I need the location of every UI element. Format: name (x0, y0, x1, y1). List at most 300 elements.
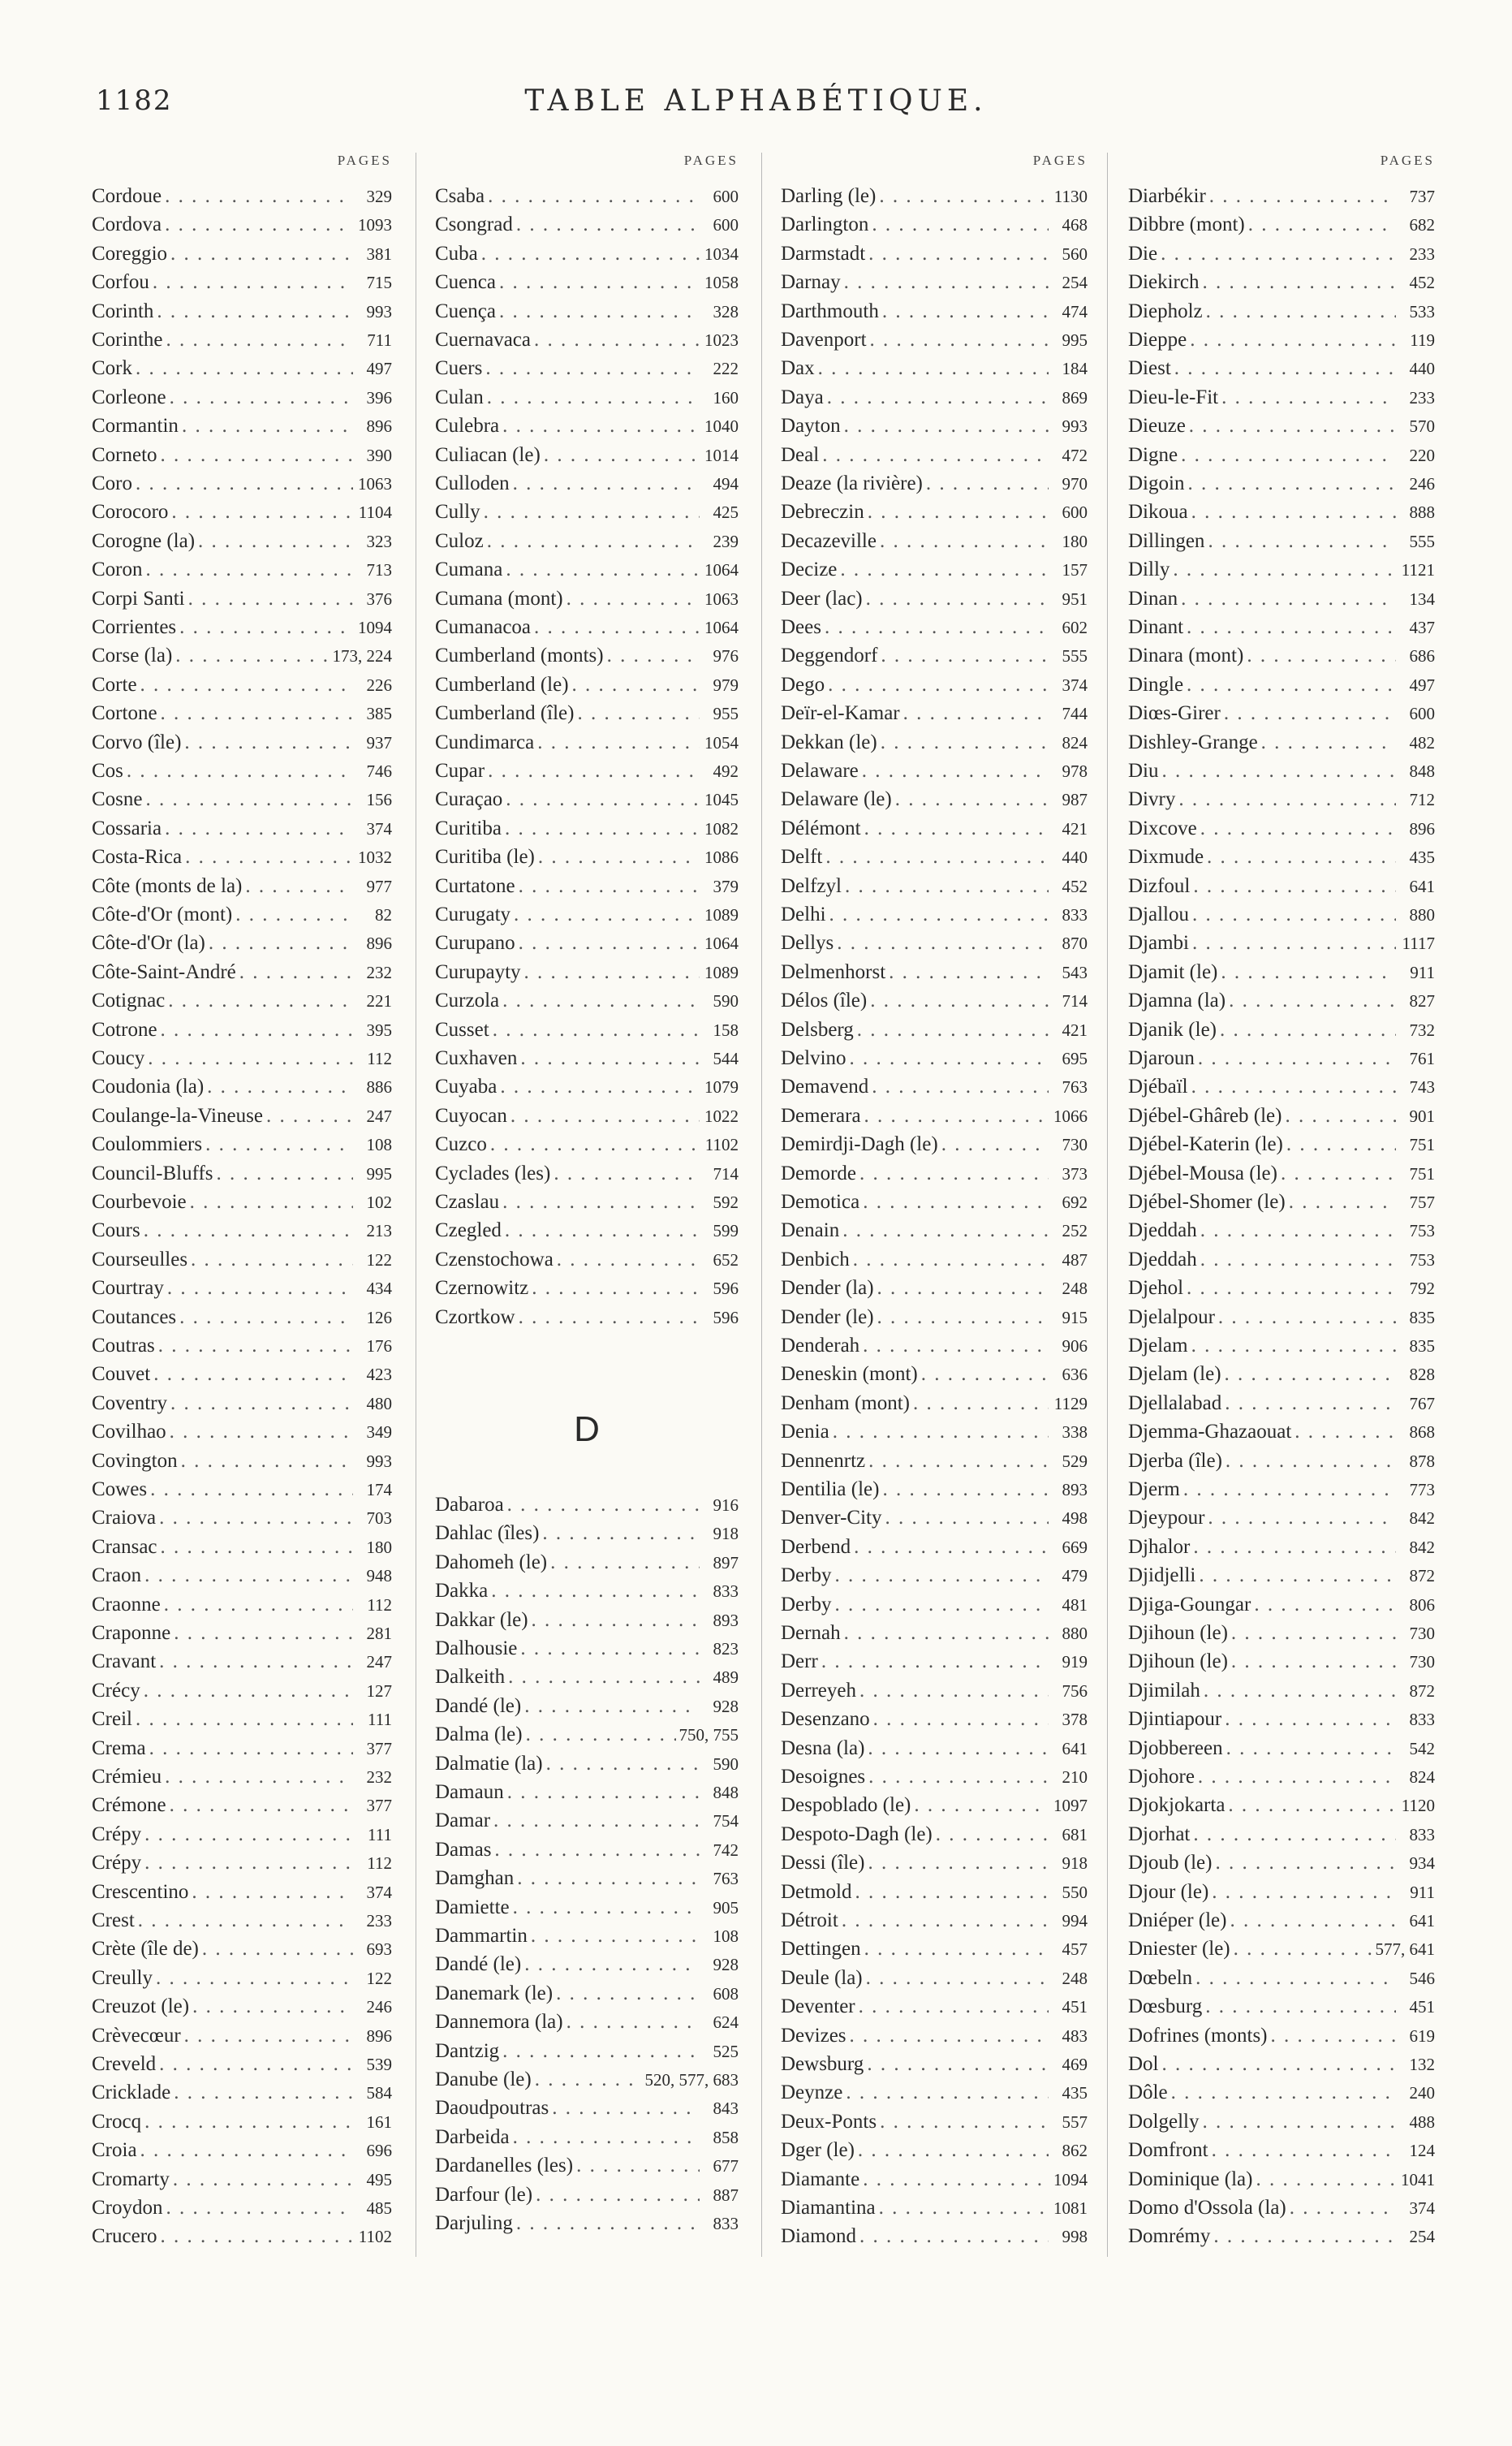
entry-page: 173, 224 (332, 646, 392, 667)
entry-page: 596 (713, 1307, 739, 1327)
leader-dots (868, 1849, 1049, 1878)
index-entry (1128, 958, 1435, 987)
index-entry (435, 2037, 739, 2066)
index-entry (1128, 1503, 1435, 1533)
leader-dots (858, 2136, 1049, 2165)
leader-dots (127, 757, 353, 786)
leader-dots (1208, 527, 1396, 556)
entry-term: Crocq (92, 2110, 142, 2133)
entry-term: Cossaria (92, 817, 162, 839)
entry-term: Dakka (435, 1580, 489, 1603)
entry-page: 1081 (1053, 2198, 1088, 2218)
entry-page: 425 (713, 503, 739, 523)
entry-page: 158 (713, 1020, 739, 1040)
index-entry (92, 1303, 392, 1332)
entry-page: 156 (366, 790, 392, 810)
entry-page: 1079 (704, 1077, 739, 1098)
entry-term: Cumana (mont) (435, 587, 563, 610)
index-entry (435, 2065, 739, 2094)
entry-page: 977 (366, 876, 392, 896)
index-entry (92, 268, 392, 297)
index-entry (1128, 1072, 1435, 1102)
leader-dots (209, 929, 353, 958)
index-entry (435, 2181, 739, 2210)
pages-column-label: PAGES (337, 153, 392, 168)
entry-page: 993 (366, 301, 392, 321)
leader-dots (266, 1102, 353, 1131)
index-entry (1128, 555, 1435, 585)
leader-dots (882, 297, 1049, 326)
entry-page: 1129 (1053, 1393, 1088, 1413)
entry-page: 792 (1409, 1279, 1435, 1299)
index-entry (1128, 498, 1435, 527)
index-entry (92, 1475, 392, 1504)
index-entry (1128, 585, 1435, 614)
entry-term: Djour (le) (1128, 1880, 1209, 1903)
entry-page: 390 (366, 445, 392, 465)
index-entry (435, 986, 739, 1016)
entry-page: 919 (1062, 1652, 1088, 1672)
entry-page: 374 (366, 1882, 392, 1902)
leader-dots (205, 1130, 353, 1159)
index-entry (781, 1130, 1088, 1159)
index-entry (435, 1577, 739, 1606)
leader-dots (136, 354, 353, 383)
entry-page: 833 (1409, 1710, 1435, 1730)
index-entry (1128, 2165, 1435, 2194)
entry-term: Courtray (92, 1277, 164, 1300)
index-entry (781, 1992, 1088, 2021)
entry-term: Cravant (92, 1650, 157, 1673)
index-entry (781, 1964, 1088, 1993)
leader-dots (868, 1734, 1049, 1763)
index-entry (92, 1820, 392, 1849)
entry-page: 753 (1409, 1221, 1435, 1241)
leader-dots (149, 1734, 353, 1763)
entry-term: Délémont (781, 817, 861, 839)
entry-page: 226 (366, 675, 392, 695)
entry-term: Despoblado (le) (781, 1794, 911, 1817)
index-entry (781, 785, 1088, 814)
leader-dots (822, 441, 1049, 470)
leader-dots (546, 1749, 700, 1779)
index-entry (781, 1734, 1088, 1763)
index-entry (92, 1791, 392, 1820)
column-divider (1107, 153, 1108, 2257)
leader-dots (1193, 872, 1396, 901)
leader-dots (502, 1188, 700, 1217)
entry-page: 132 (1409, 2055, 1435, 2074)
entry-page: 951 (1062, 589, 1088, 609)
entry-term: Dardanelles (les) (435, 2155, 574, 2177)
entry-term: Craiova (92, 1507, 157, 1529)
entry-page: 233 (1409, 387, 1435, 408)
entry-page: 180 (366, 1537, 392, 1557)
index-entry (435, 1216, 739, 1245)
entry-page: 252 (1062, 1221, 1088, 1241)
entry-term: Costa-Rica (92, 846, 183, 869)
leader-dots (140, 671, 353, 700)
entry-page: 539 (366, 2055, 392, 2074)
entry-term: Darmstadt (781, 242, 866, 265)
index-entry (781, 383, 1088, 412)
entry-term: Dahlac (îles) (435, 1522, 540, 1545)
leader-dots (1191, 498, 1396, 527)
leader-dots (166, 326, 354, 355)
entry-page: 479 (1062, 1566, 1088, 1586)
index-entry (1128, 699, 1435, 728)
leader-dots (895, 785, 1049, 814)
index-entry (435, 958, 739, 987)
entry-term: Decize (781, 559, 838, 581)
entry-term: Djébel-Ghâreb (le) (1128, 1104, 1282, 1127)
entry-page: 435 (1409, 848, 1435, 868)
entry-term: Derby (781, 1593, 832, 1616)
index-entry (435, 210, 739, 239)
index-entry (1128, 1705, 1435, 1734)
index-entry (1128, 1849, 1435, 1878)
entry-term: Danemark (le) (435, 1982, 554, 2004)
entry-page: 472 (1062, 445, 1088, 465)
index-entry (435, 1016, 739, 1045)
entry-page: 842 (1409, 1537, 1435, 1557)
leader-dots (1178, 785, 1396, 814)
leader-dots (491, 1577, 700, 1606)
index-entry (92, 555, 392, 585)
entry-page: 868 (1409, 1422, 1435, 1443)
leader-dots (168, 986, 353, 1016)
entry-page: 600 (1409, 704, 1435, 724)
index-entry (1128, 1130, 1435, 1159)
entry-term: Dalma (le) (435, 1723, 523, 1746)
entry-term: Denia (781, 1421, 829, 1443)
leader-dots (536, 2181, 700, 2210)
index-entry (92, 1102, 392, 1131)
entry-page: 497 (1409, 675, 1435, 695)
index-entry (781, 2136, 1088, 2165)
entry-term: Corte (92, 673, 137, 696)
entry-page: 590 (713, 1754, 739, 1774)
leader-dots (179, 613, 353, 642)
entry-term: Czernowitz (435, 1277, 529, 1300)
entry-term: Djeddah (1128, 1219, 1197, 1242)
leader-dots (903, 699, 1049, 728)
leader-dots (140, 2136, 353, 2165)
index-entry (1128, 1447, 1435, 1476)
entry-page: 896 (1409, 818, 1435, 839)
leader-dots (531, 1922, 700, 1951)
index-entry (781, 986, 1088, 1016)
entry-page: 533 (1409, 301, 1435, 321)
entry-page: 970 (1062, 474, 1088, 494)
entry-term: Cully (435, 501, 480, 524)
entry-page: 619 (1409, 2025, 1435, 2046)
index-entry (92, 2050, 392, 2079)
entry-term: Dender (le) (781, 1305, 874, 1328)
entry-page: 916 (713, 1495, 739, 1515)
index-entry (781, 641, 1088, 671)
leader-dots (175, 641, 329, 671)
index-entry (435, 814, 739, 843)
leader-dots (510, 1102, 700, 1131)
index-entry (435, 1778, 739, 1807)
index-entry (92, 929, 392, 958)
entry-page: 713 (366, 560, 392, 580)
entry-term: Diu (1128, 760, 1159, 782)
entry-page: 111 (368, 1710, 392, 1730)
entry-page: 374 (1062, 675, 1088, 695)
entry-page: 469 (1062, 2055, 1088, 2074)
leader-dots (1190, 326, 1396, 355)
leader-dots (1289, 1188, 1396, 1217)
entry-term: Creuzot (le) (92, 1995, 190, 2018)
entry-term: Divry (1128, 788, 1176, 811)
index-entry (435, 441, 739, 470)
leader-dots (854, 1533, 1049, 1562)
entry-term: Denham (mont) (781, 1391, 910, 1414)
entry-page: 111 (368, 1824, 392, 1844)
entry-term: Corrientes (92, 616, 177, 638)
entry-term: Derbend (781, 1535, 851, 1558)
index-entry (92, 1417, 392, 1447)
entry-term: Cuernavaca (435, 329, 531, 351)
entry-page: 624 (713, 2012, 739, 2033)
entry-page: 108 (366, 1135, 392, 1155)
entry-term: Digoin (1128, 472, 1185, 494)
leader-dots (1213, 2222, 1396, 2251)
index-entry (435, 1979, 739, 2008)
leader-dots (513, 469, 700, 498)
leader-dots (1218, 1303, 1396, 1332)
leader-dots (167, 1274, 353, 1303)
entry-term: Cumberland (le) (435, 673, 569, 696)
index-entry (92, 2078, 392, 2107)
entry-page: 896 (366, 934, 392, 954)
index-entry (1128, 1992, 1435, 2021)
leader-dots (159, 1503, 353, 1533)
index-entry (92, 1331, 392, 1361)
entry-page: 122 (366, 1249, 392, 1270)
leader-dots (863, 1188, 1049, 1217)
index-entry (1128, 1561, 1435, 1590)
entry-page: 1102 (704, 1135, 739, 1155)
index-entry (781, 900, 1088, 930)
index-entry (92, 1561, 392, 1590)
leader-dots (859, 1676, 1049, 1706)
entry-term: Die (1128, 242, 1158, 265)
leader-dots (161, 2222, 353, 2251)
entry-page: 254 (1062, 273, 1088, 293)
leader-dots (882, 1475, 1049, 1504)
index-entry (92, 986, 392, 1016)
entry-term: Delmenhorst (781, 960, 886, 983)
entry-term: Cordoue (92, 185, 162, 207)
entry-term: Djelam (le) (1128, 1363, 1221, 1386)
index-entry (92, 1389, 392, 1418)
index-entry (781, 1216, 1088, 1245)
entry-page: 122 (366, 1968, 392, 1988)
entry-page: 754 (713, 1811, 739, 1831)
leader-dots (926, 469, 1049, 498)
index-entry (1128, 1647, 1435, 1676)
index-entry (435, 1864, 739, 1893)
leader-dots (514, 900, 700, 930)
entry-term: Daya (781, 386, 824, 408)
entry-page: 993 (366, 1451, 392, 1471)
leader-dots (171, 498, 353, 527)
entry-page: 550 (1062, 1882, 1088, 1902)
index-entry (781, 1044, 1088, 1073)
leader-dots (153, 1360, 353, 1389)
leader-dots (1173, 555, 1396, 585)
index-entry (92, 641, 392, 671)
entry-page: 835 (1409, 1307, 1435, 1327)
entry-page: 577, 641 (1375, 1939, 1435, 1960)
leader-dots (921, 1360, 1049, 1389)
entry-term: Domo d'Ossola (la) (1128, 2197, 1286, 2219)
leader-dots (159, 2050, 353, 2079)
entry-term: Côte-d'Or (la) (92, 932, 205, 955)
entry-page: 240 (1409, 2083, 1435, 2103)
index-entry (92, 1503, 392, 1533)
entry-page: 858 (713, 2127, 739, 2147)
entry-term: Crépy (92, 1852, 142, 1874)
entry-page: 119 (1410, 330, 1435, 350)
index-entry (1128, 1245, 1435, 1275)
index-entry (92, 412, 392, 441)
entry-page: 692 (1062, 1193, 1088, 1212)
leader-dots (174, 1619, 353, 1648)
entry-term: Diœs-Girer (1128, 702, 1221, 725)
index-entry (92, 1705, 392, 1734)
index-entry (92, 182, 392, 211)
entry-page: 711 (367, 330, 392, 350)
entry-page: 1097 (1053, 1796, 1088, 1816)
entry-page: 1064 (704, 934, 739, 954)
leader-dots (1192, 900, 1396, 930)
index-entry (1128, 1676, 1435, 1706)
leader-dots (148, 1044, 353, 1073)
leader-dots (1220, 1016, 1396, 1045)
entry-term: Djamit (le) (1128, 960, 1218, 983)
entry-term: Djaroun (1128, 1047, 1195, 1069)
entry-term: Dahomeh (le) (435, 1551, 548, 1573)
entry-page: 557 (1062, 2112, 1088, 2132)
leader-dots (136, 1705, 353, 1734)
entry-page: 596 (713, 1279, 739, 1299)
entry-page: 1094 (358, 618, 392, 637)
leader-dots (502, 412, 700, 441)
entry-term: Coucy (92, 1047, 145, 1069)
leader-dots (1254, 1590, 1396, 1620)
entry-page: 887 (713, 2185, 739, 2205)
entry-page: 641 (1409, 876, 1435, 896)
leader-dots (1200, 1216, 1396, 1245)
entry-term: Cowes (92, 1478, 148, 1500)
entry-term: Courbevoie (92, 1191, 187, 1213)
leader-dots (192, 1992, 353, 2021)
entry-page: 529 (1062, 1451, 1088, 1471)
leader-dots (879, 182, 1049, 211)
entry-term: Damar (435, 1810, 491, 1832)
index-entry (92, 757, 392, 786)
entry-page: 743 (1409, 1077, 1435, 1098)
leader-dots (513, 1893, 700, 1922)
entry-term: Czortkow (435, 1305, 515, 1328)
entry-page: 222 (713, 359, 739, 379)
entry-page: 600 (713, 187, 739, 206)
entry-term: Délos (île) (781, 990, 868, 1012)
entry-page: 870 (1062, 934, 1088, 954)
leader-dots (1206, 297, 1396, 326)
index-entry (1128, 1331, 1435, 1361)
entry-term: Dieppe (1128, 329, 1187, 351)
entry-page: 842 (1409, 1508, 1435, 1529)
leader-dots (516, 2209, 700, 2238)
index-entry (435, 671, 739, 700)
leader-dots (1191, 1072, 1396, 1102)
leader-dots (166, 2194, 354, 2223)
entry-page: 955 (713, 704, 739, 724)
entry-term: Dekkan (le) (781, 731, 877, 753)
entry-term: Côte (monts de la) (92, 874, 243, 897)
index-entry (435, 757, 739, 786)
entry-term: Delvino (781, 1047, 846, 1069)
index-entry (435, 1950, 739, 1979)
entry-page: 112 (367, 1049, 392, 1068)
leader-dots (1183, 1475, 1396, 1504)
leader-dots (150, 1475, 353, 1504)
leader-dots (554, 1159, 700, 1188)
pages-column-label: PAGES (1032, 153, 1088, 168)
entry-page: 906 (1062, 1336, 1088, 1356)
entry-page: 880 (1409, 905, 1435, 925)
leader-dots (859, 2222, 1049, 2251)
leader-dots (170, 1791, 353, 1820)
entry-term: Djeddah (1128, 1248, 1197, 1270)
leader-dots (866, 585, 1049, 614)
leader-dots (844, 268, 1049, 297)
leader-dots (867, 2050, 1049, 2079)
index-entry (781, 1676, 1088, 1706)
entry-page: 126 (366, 1307, 392, 1327)
index-entry (92, 469, 392, 498)
entry-page: 481 (1062, 1594, 1088, 1615)
entry-page: 843 (713, 2099, 739, 2119)
index-entry (781, 1389, 1088, 1418)
entry-page: 474 (1062, 301, 1088, 321)
index-entry (781, 2107, 1088, 2137)
leader-dots (217, 1159, 353, 1188)
index-entry (1128, 872, 1435, 901)
entry-page: 1089 (704, 905, 739, 925)
index-entry (1128, 1016, 1435, 1045)
leader-dots (490, 1130, 700, 1159)
entry-term: Darfour (le) (435, 2183, 533, 2206)
entry-term: Cromarty (92, 2168, 170, 2190)
entry-term: Culebra (435, 415, 500, 438)
leader-dots (161, 699, 353, 728)
index-entry (781, 1820, 1088, 1849)
leader-dots (488, 757, 700, 786)
entry-term: Deneskin (mont) (781, 1363, 918, 1386)
entry-term: Dizfoul (1128, 874, 1191, 897)
entry-page: 761 (1409, 1049, 1435, 1068)
leader-dots (862, 757, 1049, 786)
leader-dots (499, 297, 700, 326)
entry-page: 492 (713, 761, 739, 781)
entry-term: Cork (92, 357, 132, 380)
